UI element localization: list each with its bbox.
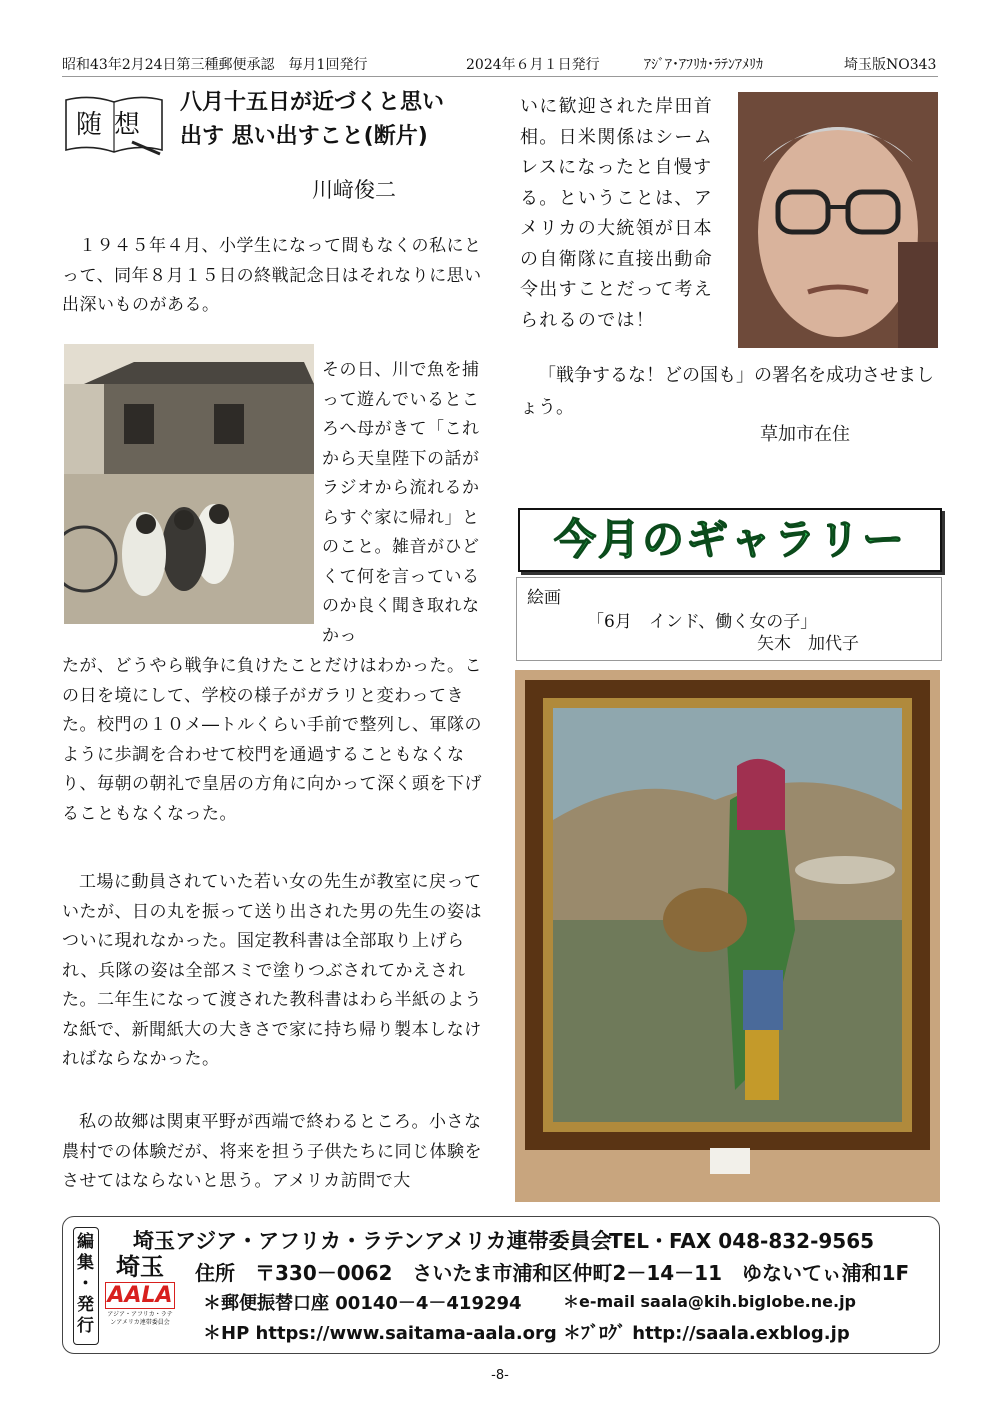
title-line-2: 出す 思い出すこと(断片) — [180, 124, 428, 149]
badge-text: 随想 — [76, 110, 153, 140]
gallery-genre: 絵画 — [527, 588, 561, 608]
aala-logo — [105, 1247, 175, 1343]
blog-link[interactable]: ＊ﾌﾞﾛｸﾞ http://saala.exblog.jp — [563, 1323, 850, 1344]
logo-sub-text: アジア・アフリカ・ラテンアメリカ連帯委員会 — [107, 1311, 173, 1326]
essay-paragraph-2-wrapped: その日、川で魚を捕って遊んでいるところへ母がきて「これから天皇陛下の話がラジオから流れるからすぐ家に帰れ」とのこと。雑音がひどくて何を言っているのか良く聞き取れなかっ — [322, 360, 480, 646]
publisher-footer — [62, 1216, 940, 1354]
essay-paragraph-1: １９４５年４月、小学生になって間もなくの私にとって、同年８月１５日の終戦記念日はそれなりに思い出深いものがある。 — [62, 236, 482, 315]
postal-permit: 昭和43年2月24日第三種郵便承認 毎月1回発行 — [62, 57, 368, 73]
email-link[interactable]: ＊e-mail saala@kih.biglobe.ne.jp — [563, 1292, 857, 1311]
label-char: 集 — [77, 1253, 94, 1273]
label-char: 発 — [77, 1295, 94, 1315]
editorial-label — [73, 1227, 99, 1345]
author-residence: 草加市在住 — [760, 424, 850, 445]
region-label: ｱｼﾞｱ･ｱﾌﾘｶ･ﾗﾃﾝｱﾒﾘｶ — [644, 57, 763, 73]
page-number: -8- — [491, 1368, 509, 1383]
author-portrait — [738, 92, 938, 348]
address: 住所 〒330－0062 さいたま市浦和区仲町2－14－11 ゆないてぃ浦和1F — [195, 1261, 910, 1285]
label-char: 行 — [77, 1316, 94, 1336]
logo-main-text: AALA — [105, 1282, 175, 1309]
gallery-caption — [516, 577, 942, 661]
gallery-painting — [515, 670, 940, 1202]
surrender-day-photo — [64, 344, 314, 624]
edition-label: 埼玉版NO343 — [844, 57, 937, 73]
label-char: ・ — [77, 1274, 94, 1294]
tel-fax: TEL・FAX 048-832-9565 — [609, 1229, 875, 1253]
issue-date: 2024年６月１日発行 — [466, 57, 600, 73]
org-name: 埼玉アジア・アフリカ・ラテンアメリカ連帯委員会 — [133, 1229, 612, 1253]
essay-continued-text: いに歓迎された岸田首相。日米関係はシームレスになったと自慢する。ということは、アメリカの大統領が日本の自衛隊に直接出動命令出すことだって考えられるのでは！ — [520, 96, 713, 331]
essay-paragraph-4: 私の故郷は関東平野が西端で終わるところ。小さな農村での体験だが、将来を担う子供たちに同じ体験をさせてはならないと思う。アメリカ訪問で大 — [62, 1112, 482, 1191]
petition-appeal — [520, 360, 940, 424]
gallery-title: 今月のギャラリー — [553, 515, 906, 564]
essay-badge — [62, 92, 166, 156]
title-line-1: 八月十五日が近づくと思い — [180, 90, 445, 115]
essay-paragraph-3: 工場に動員されていた若い女の先生が教室に戻っていたが、日の丸を振って送り出された男の先生の姿はついに現れなかった。国定教科書は全部取り上げられ、兵隊の姿は全部スミで塗りつぶされてかえされた。二年生になって渡された教科書はわら半紙のような紙で、新聞紙大の大きさで家に持ち帰り製本しなければならなかった。 — [62, 872, 482, 1069]
postal-account: ＊郵便振替口座 00140－4－419294 — [203, 1293, 522, 1314]
petition-text: 「戦争するな！どの国も」の署名を成功させましょう。 — [520, 365, 934, 418]
author-name: 川﨑俊二 — [312, 178, 396, 202]
essay-title — [180, 86, 500, 154]
homepage-link[interactable]: ＊HP https://www.saitama-aala.org — [203, 1323, 557, 1344]
essay-paragraph-2-continued: たが、どうやら戦争に負けたことだけはわかった。この日を境にして、学校の様子がガラリと変わってきた。校門の１０メ―トルくらい手前で整列し、軍隊のように歩調を合わせて校門を通過することもなくなり、毎朝の朝礼で皇居の方角に向かって深く頭を下げることもなくなった。 — [62, 656, 482, 824]
gallery-work-title: 「6月 インド、働く女の子」 — [587, 612, 818, 632]
page-header — [62, 50, 938, 77]
label-char: 編 — [77, 1232, 94, 1252]
gallery-title-box — [518, 508, 942, 572]
gallery-artist: 矢木 加代子 — [757, 634, 859, 654]
logo-top-text: 埼玉 — [116, 1253, 164, 1281]
